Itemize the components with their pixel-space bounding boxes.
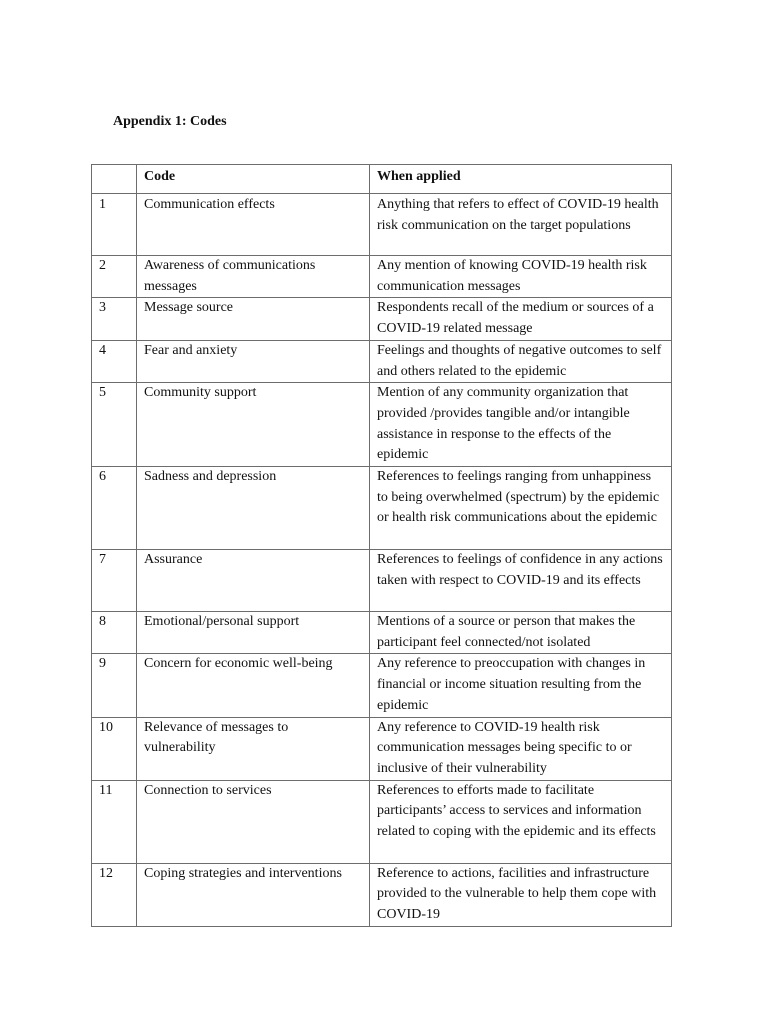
row-code: Community support [137,383,370,467]
row-code: Concern for economic well-being [137,654,370,717]
table-row [92,717,672,780]
row-number: 5 [92,383,137,467]
row-code: Sadness and depression [137,467,370,550]
row-when-applied: Mentions of a source or person that makes the participant feel connected/not isolated [370,612,672,654]
table-row [92,298,672,340]
table-row [92,194,672,256]
row-number: 6 [92,467,137,550]
table-row [92,612,672,654]
row-code: Awareness of communications messages [137,256,370,298]
row-when-applied: Any reference to COVID-19 health risk communication messages being specific to or inclusive of their vulnerability [370,717,672,780]
row-number: 9 [92,654,137,717]
header-code: Code [137,165,370,194]
row-when-applied: References to feelings ranging from unhappiness to being overwhelmed (spectrum) by the epidemic or health risk communications about the epidemic [370,467,672,550]
row-number: 8 [92,612,137,654]
header-row [92,165,672,194]
table-row [92,780,672,863]
row-code: Coping strategies and interventions [137,863,370,926]
table-row [92,256,672,298]
row-when-applied: Respondents recall of the medium or sources of a COVID-19 related message [370,298,672,340]
row-when-applied: Feelings and thoughts of negative outcomes to self and others related to the epidemic [370,340,672,382]
row-code: Assurance [137,550,370,612]
row-number: 1 [92,194,137,256]
row-number: 11 [92,780,137,863]
codes-table-header [92,165,672,194]
row-when-applied: Any mention of knowing COVID-19 health risk communication messages [370,256,672,298]
header-number [92,165,137,194]
table-row [92,654,672,717]
row-code: Fear and anxiety [137,340,370,382]
row-number: 4 [92,340,137,382]
row-code: Connection to services [137,780,370,863]
table-row [92,383,672,467]
table-row [92,863,672,926]
table-row [92,467,672,550]
table-row [92,340,672,382]
codes-table-body [92,194,672,927]
row-code: Relevance of messages to vulnerability [137,717,370,780]
row-code: Emotional/personal support [137,612,370,654]
row-code: Communication effects [137,194,370,256]
appendix-heading: Appendix 1: Codes [113,114,227,129]
row-when-applied: Mention of any community organization that provided /provides tangible and/or intangible assistance in response to the effects of the epidemic [370,383,672,467]
row-code: Message source [137,298,370,340]
row-when-applied: Anything that refers to effect of COVID-19 health risk communication on the target populations [370,194,672,256]
header-when-applied: When applied [370,165,672,194]
codes-table [91,164,672,927]
row-number: 10 [92,717,137,780]
row-number: 12 [92,863,137,926]
row-when-applied: Any reference to preoccupation with changes in financial or income situation resulting from the epidemic [370,654,672,717]
table-row [92,550,672,612]
row-number: 7 [92,550,137,612]
row-number: 2 [92,256,137,298]
row-when-applied: Reference to actions, facilities and infrastructure provided to the vulnerable to help them cope with COVID-19 [370,863,672,926]
row-when-applied: References to efforts made to facilitate participants’ access to services and information related to coping with the epidemic and its effects [370,780,672,863]
row-number: 3 [92,298,137,340]
row-when-applied: References to feelings of confidence in any actions taken with respect to COVID-19 and its effects [370,550,672,612]
